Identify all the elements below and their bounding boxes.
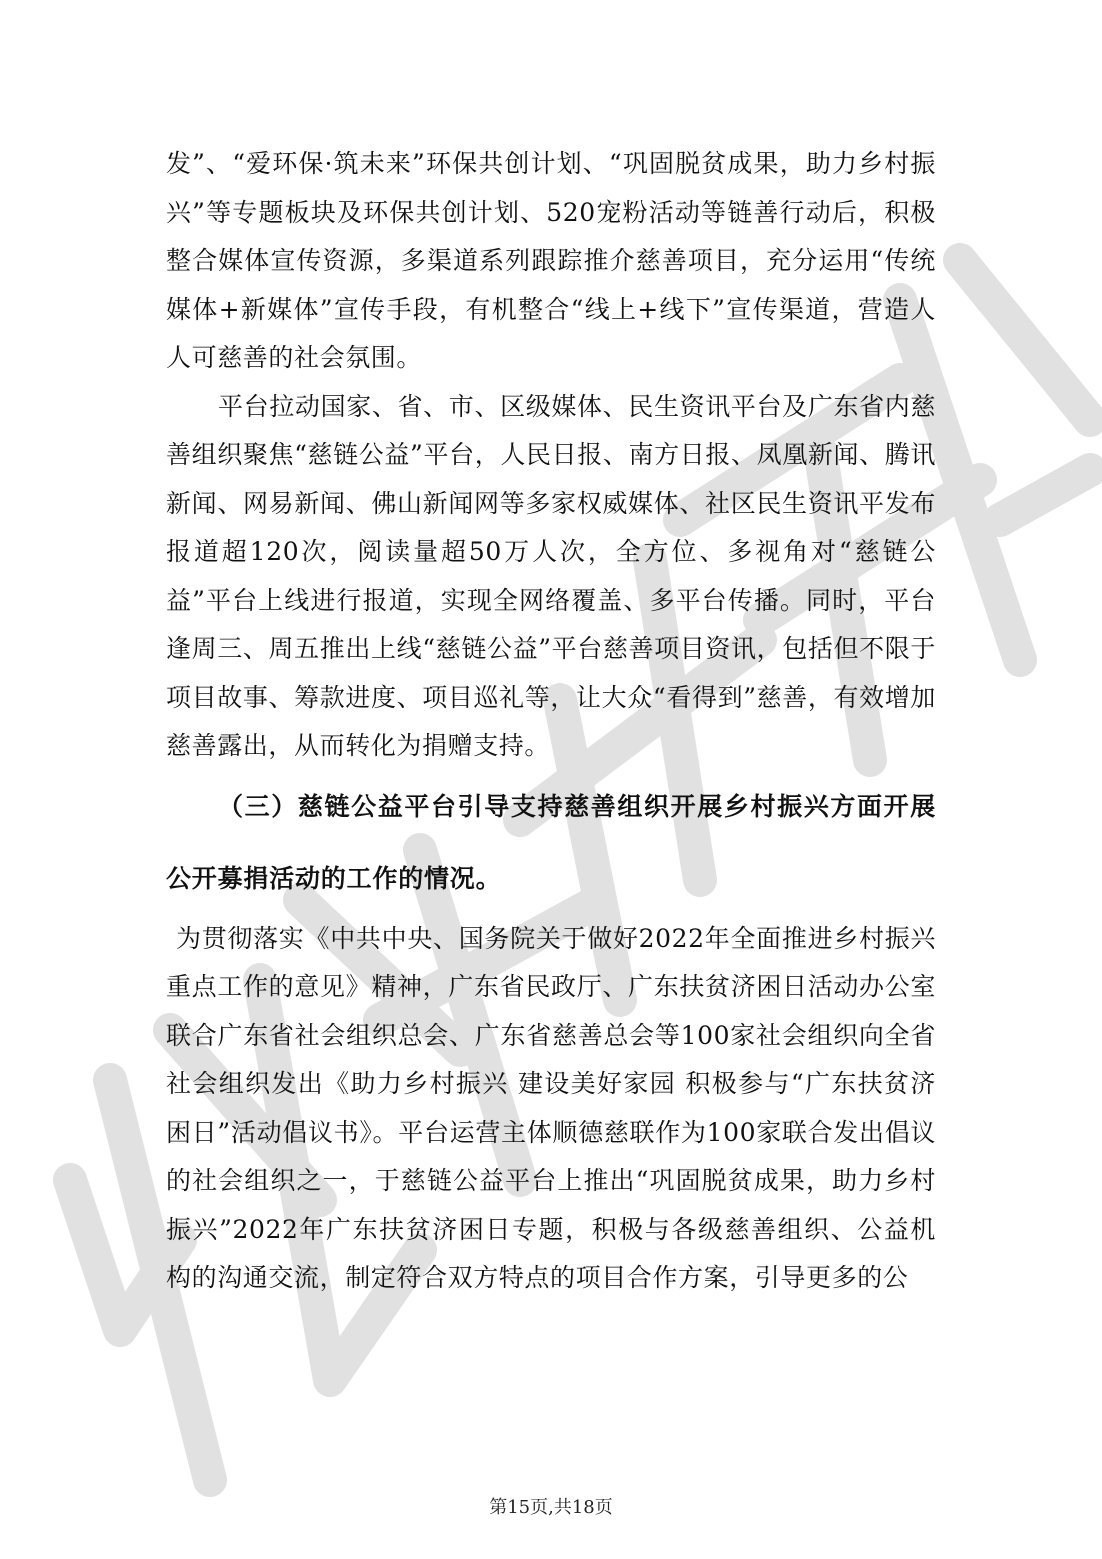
page-number-footer: 第15页,共18页 — [489, 1497, 613, 1518]
section-heading-3: （三）慈链公益平台引导支持慈善组织开展乡村振兴方面开展公开募捐活动的工作的情况。 — [166, 791, 936, 893]
document-body — [166, 140, 936, 1303]
paragraph-2: 平台拉动国家、省、市、区级媒体、民生资讯平台及广东省内慈善组织聚焦“慈链公益”平台，人民日报、南方日报、凤凰新闻、腾讯新闻、网易新闻、佛山新闻网等多家权威媒体、社区民生资讯平发布报道超120次，阅读量超50万人次，全方位、多视角对“慈链公益”平台上线进行报道，实现全网络覆盖、多平台传播。同时，平台逢周三、周五推出上线“慈链公益”平台慈善项目资讯，包括但不限于项目故事、筹款进度、项目巡礼等，让大众“看得到”慈善，有效增加慈善露出，从而转化为捐赠支持。 — [166, 391, 936, 760]
paragraph-1: 发”、“爱环保·筑未来”环保共创计划、“巩固脱贫成果，助力乡村振兴”等专题板块及环保共创计划、520宠粉活动等链善行动后，积极整合媒体宣传资源，多渠道系列跟踪推介慈善项目，充分运用“传统媒体+新媒体”宣传手段，有机整合“线上+线下”宣传渠道，营造人人可慈善的社会氛围。 — [166, 149, 936, 372]
paragraph-3: 为贯彻落实《中共中央、国务院关于做好2022年全面推进乡村振兴重点工作的意见》精神，广东省民政厅、广东扶贫济困日活动办公室联合广东省社会组织总会、广东省慈善总会等100家社会组织向全省社会组织发出《助力乡村振兴 建设美好家园 积极参与“广东扶贫济困日”活动倡议书》。平台运营主体顺德慈联作为100家联合发出倡议的社会组织之一，于慈链公益平台上推出“巩固脱贫成果，助力乡村振兴”2022年广东扶贫济困日专题，积极与各级慈善组织、公益机构的沟通交流，制定符合双方特点的项目合作方案，引导更多的公 — [166, 923, 936, 1292]
